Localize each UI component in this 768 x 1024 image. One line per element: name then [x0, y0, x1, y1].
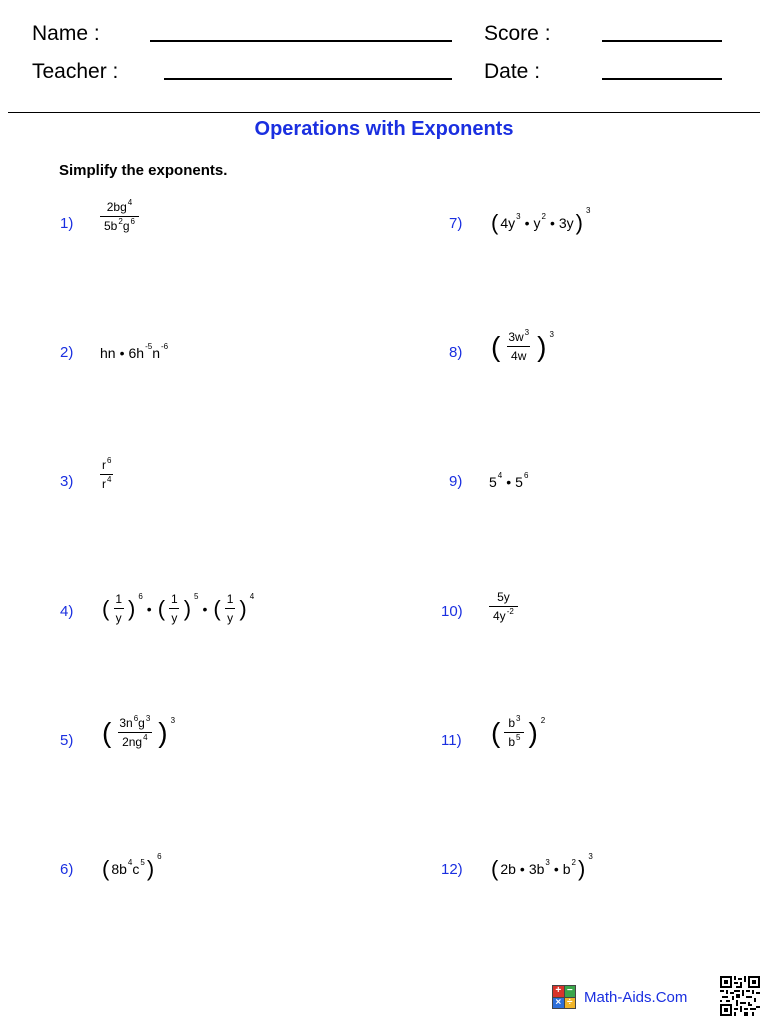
problem-number-2: 2) — [60, 344, 74, 361]
date-label: Date : — [484, 60, 541, 83]
problem-11-expression: ( $\frac{b^3}{b^5}$ ) 2 — [491, 714, 546, 749]
score-label: Score : — [484, 22, 551, 45]
math-aids-logo-icon: + − × ÷ — [552, 985, 576, 1009]
name-label: Name : — [32, 22, 100, 45]
problem-6-expression: ( 8b $^4$ c $^5$ ) 6 — [102, 852, 162, 881]
problem-5-expression: ( $\frac{3n^6g^3}{2ng^4}$ ) 3 — [102, 714, 176, 749]
problem-number-8: 8) — [449, 344, 463, 361]
date-line[interactable] — [602, 78, 722, 80]
fraction: $\frac{r^6}{r^4}$ — [102, 456, 112, 491]
fraction: $\frac{2bg^4}{5b^2g^6}$ — [100, 200, 139, 233]
problem-2-expression: hn • 6h $^{-5}$ n $^{-6}$ — [100, 342, 169, 361]
site-link[interactable]: Math-Aids.Com — [584, 989, 688, 1006]
header-divider — [8, 112, 760, 113]
problem-number-4: 4) — [60, 603, 74, 620]
score-line[interactable] — [602, 40, 722, 42]
problem-number-12: 12) — [441, 861, 463, 878]
problem-1-expression — [98, 200, 141, 233]
problem-number-10: 10) — [441, 603, 463, 620]
problem-9-expression: 5 $^4$ • 5 $^6$ — [489, 471, 529, 490]
problem-10-expression: $\frac{5y}{4y^{-2}}$ — [487, 590, 520, 623]
problem-12-expression: ( 2b • 3b $^3$ • b $^2$ ) 3 — [491, 852, 593, 881]
problem-number-6: 6) — [60, 861, 74, 878]
problem-number-3: 3) — [60, 473, 74, 490]
name-line[interactable] — [150, 40, 452, 42]
teacher-line[interactable] — [164, 78, 452, 80]
problem-3-expression — [98, 458, 115, 491]
problem-number-9: 9) — [449, 473, 463, 490]
problem-number-7: 7) — [449, 215, 463, 232]
instructions: Simplify the exponents. — [59, 162, 228, 179]
problem-number-11: 11) — [441, 732, 462, 749]
problem-8-expression: ( $\frac{3w^3}{4w}$ ) 3 — [491, 328, 554, 363]
teacher-label: Teacher : — [32, 60, 119, 83]
qr-code-icon — [720, 976, 760, 1016]
problem-4-expression: ( $\frac{1}{y}$ ) 6 • ( $\frac{1}{y}$ ) 5 • ( $\frac{1}{y}$ ) 4 — [102, 591, 255, 625]
worksheet-title: Operations with Exponents — [254, 118, 514, 140]
problem-number-5: 5) — [60, 732, 74, 749]
problem-number-1: 1) — [60, 215, 74, 232]
problem-7-expression: ( 4y $^3$ • y $^2$ • 3y ) 3 — [491, 206, 591, 235]
